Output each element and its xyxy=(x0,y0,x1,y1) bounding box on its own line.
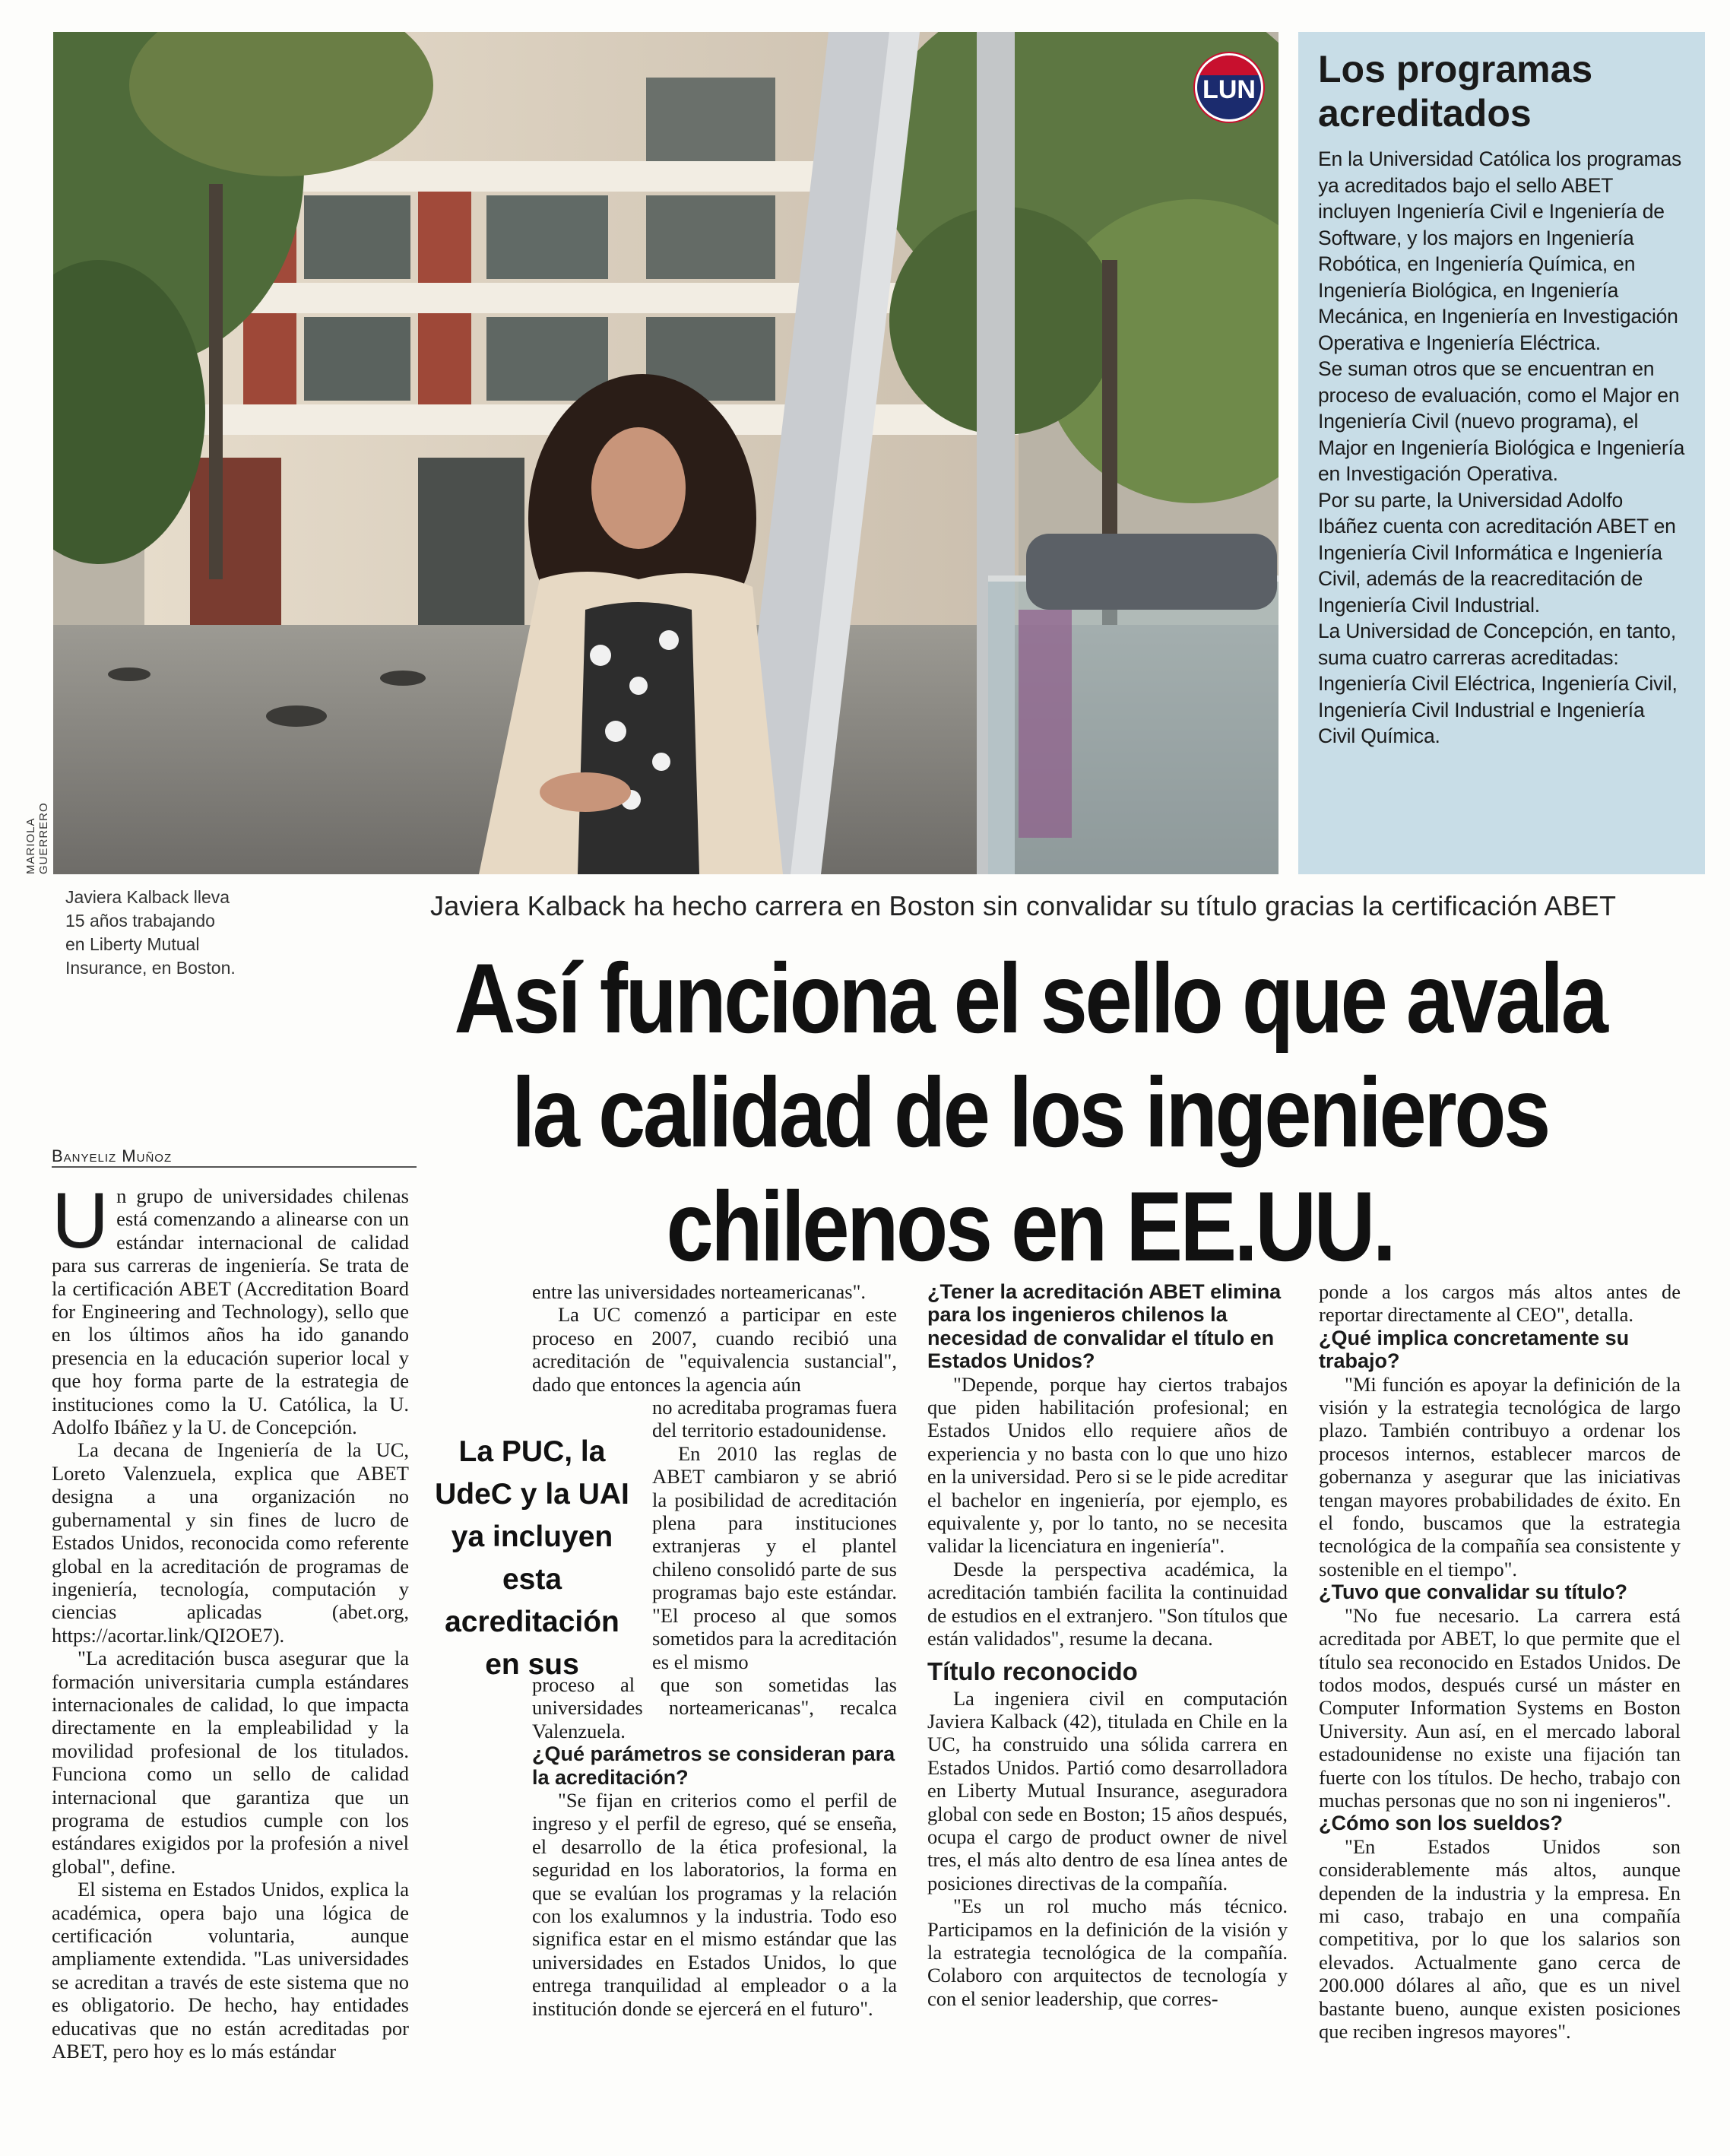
caption-line: Javiera Kalback lleva xyxy=(65,887,230,907)
column-1 xyxy=(52,1177,409,2063)
kicker: Javiera Kalback ha hecho carrera en Boston sin convalidar su título gracias la certificación ABET xyxy=(430,890,1617,921)
paragraph: "Depende, porque hay ciertos trabajos que piden habilitación profesional; en Estados Unidos ello requiere años de experiencia y no basta con lo que uno hizo en la universidad. Pero si se le pide acreditar el bachelor en ingeniería, por ejemplo, es equivalente y, por lo tanto, no se necesita validar la licenciatura en ingeniería". xyxy=(927,1372,1288,1558)
paragraph: Desde la perspectiva académica, la acreditación también facilita la continuidad de estudios en el extranjero. "Son títulos que están validados", resume la decana. xyxy=(927,1557,1288,1650)
sidebar-paragraph: Se suman otros que se encuentran en proceso de evaluación, como el Major en Ingeniería Civil (nuevo programa), el Major en Ingeniería Biológica e Ingeniería en Investigación Operativa. xyxy=(1318,357,1685,485)
paragraph: En 2010 las reglas de ABET cambiaron y se abrió la posibilidad de acreditación plena para instituciones extranjeras y el plantel chileno consolidó parte de sus programas bajo este estándar. "El proceso al que somos sometidos para la acreditación es el mismo xyxy=(652,1441,897,1673)
question-heading: ¿Qué parámetros se consideran para la acreditación? xyxy=(532,1742,895,1789)
sidebar-title: Los programas acreditados xyxy=(1318,48,1593,135)
column-4 xyxy=(1319,1280,1681,2043)
column-2 xyxy=(532,1280,897,2020)
byline-rule xyxy=(52,1166,417,1168)
lun-logo-text: LUN xyxy=(1202,75,1256,104)
photo-credit: MARIOLA GUERRERO xyxy=(24,802,50,874)
paragraph: La UC comenzó a participar en este proceso en 2007, cuando recibió una acreditación de "equivalencia sustancial", dado que entonces la agencia aún xyxy=(532,1303,897,1396)
sidebar-paragraph: La Universidad de Concepción, en tanto, suma cuatro carreras acreditadas: Ingeniería Civil Eléctrica, Ingeniería Civil, Ingeniería Civil Industrial e Ingeniería Civil Química. xyxy=(1318,620,1678,747)
paragraph: La decana de Ingeniería de la UC, Loreto Valenzuela, explica que ABET designa a una organización no gubernamental y sin fines de lucro de Estados Unidos, reconocida como referente global en la acreditación de programas de ingeniería, tecnología, computación y ciencias aplicadas (abet.org, https://acortar.link/QI2OE7). xyxy=(52,1438,409,1647)
paragraph: proceso al que son sometidas las universidades norteamericanas", recalca Valenzuela. xyxy=(532,1672,897,1742)
lun-logo xyxy=(1195,53,1263,122)
caption-line: 15 años trabajando xyxy=(65,911,215,931)
caption-line: en Liberty Mutual xyxy=(65,934,200,954)
subheading: Título reconocido xyxy=(927,1657,1138,1685)
sidebar-box xyxy=(1298,32,1705,874)
drop-cap: U xyxy=(52,1177,109,1265)
question-heading: ¿Qué implica concretamente su trabajo? xyxy=(1319,1326,1630,1373)
paragraph: "En Estados Unidos son considerablemente más altos, aunque dependen de la industria y la empresa. En mi caso, trabajo en una compañía competitiva, por lo que los salarios son elevados. Actualmente gano cerca de 200.000 dólares al año, que es un nivel bastante bueno, aunque existen posiciones que reciben ingresos mayores". xyxy=(1319,1834,1681,2043)
headline xyxy=(426,941,1635,1283)
paragraph: ponde a los cargos más altos antes de reportar directamente al CEO", detalla. xyxy=(1319,1280,1681,1327)
photo-illustration xyxy=(53,32,1278,874)
paragraph: El sistema en Estados Unidos, explica la académica, opera bajo una lógica de certificación voluntaria, aunque ampliamente extendida. "Las universidades se acreditan a través de este sistema que no es obligatorio. De hecho, hay entidades educativas que no están acreditadas por ABET, pero hoy es lo más estándar xyxy=(52,1878,409,2063)
paragraph: "Es un rol mucho más técnico. Participamos en la definición de la visión y la estrategia tecnológica de la compañía. Colaboro con arquitectos de tecnología y con el senior leadership, que corres- xyxy=(927,1894,1288,2010)
column-3 xyxy=(927,1280,1288,2010)
paragraph: no acreditaba programas fuera del territorio estadounidense. xyxy=(652,1396,897,1442)
paragraph: La ingeniera civil en computación Javiera Kalback (42), titulada en Chile en la UC, ha construido una sólida carrera en Estados Unidos. Partió como desarrolladora en Liberty Mutual Insurance, aseguradora global con sede en Boston; 15 años después, ocupa el cargo de product owner de nivel tres, el más alto dentro de esa línea antes de posiciones directivas de la compañía. xyxy=(927,1686,1288,1894)
pullquote-wrap xyxy=(652,1396,897,1673)
sidebar-paragraph: En la Universidad Católica los programas ya acreditados bajo el sello ABET incluyen Ingeniería Civil e Ingeniería de Software, y los majors en Ingeniería Robótica, en Ingeniería Química, en Ingeniería Biológica, en Ingeniería Mecánica, en Ingeniería en Investigación Operativa e Ingeniería Eléctrica. xyxy=(1318,147,1682,354)
headline-line: chilenos en EE.UU. xyxy=(666,1171,1394,1282)
headline-line: la calidad de los ingenieros xyxy=(512,1057,1548,1168)
photo-caption xyxy=(65,886,293,980)
question-heading: ¿Cómo son los sueldos? xyxy=(1319,1812,1564,1835)
paragraph-text: n grupo de universidades chilenas está comenzando a alinearse con un estándar internacional de calidad para sus carreras de ingeniería. Se trata de la certificación ABET (Accreditation Board for Engineering and Technology), sello que en los últimos años ha ido ganando presencia en la educación superior local y que hoy forma parte de la estrategia de instituciones como la U. Católica, la U. Adolfo Ibáñez y la U. de Concepción. xyxy=(52,1184,409,1439)
paragraph: "La acreditación busca asegurar que la formación universitaria cumpla estándares internacionales de calidad, lo que impacta directamente en la empleabilidad y la movilidad profesional de los titulados. Funciona como un sello de calidad internacional que garantiza que un programa de estudios cumple con los estándares exigidos por la profesión a nivel global", define. xyxy=(52,1647,409,1878)
question-heading: ¿Tener la acreditación ABET elimina para los ingenieros chilenos la necesidad de convalidar el título en Estados Unidos? xyxy=(927,1280,1282,1373)
paragraph xyxy=(52,1177,409,1439)
caption-line: Insurance, en Boston. xyxy=(65,958,236,978)
byline: Banyeliz Muñoz xyxy=(52,1146,173,1165)
pull-quote: La PUC, la UdeC y la UAI ya incluyen esta acreditación en sus xyxy=(435,1435,629,1681)
headline-line: Así funciona el sello que avala xyxy=(454,943,1606,1054)
paragraph: "Se fijan en criterios como el perfil de ingreso y el perfil de egreso, qué se enseña, el desarrollo de la ética profesional, la seguridad en los laboratorios, la forma en que se evalúan los programas y la relación con los exalumnos y la industria. Todo eso significa estar en el mismo estándar que las universidades en Estados Unidos, lo que entrega tranquilidad al empleador o a la institución donde se ejercerá en el futuro". xyxy=(532,1788,897,2020)
paragraph: "No fue necesario. La carrera está acreditada por ABET, lo que permite que el título sea reconocido en Estados Unidos. De todos modos, después cursé un máster en Computer Information Systems en Boston University. Aun así, en el mercado laboral estadounidense no existe una fijación tan fuerte con los títulos. De hecho, trabajo con muchas personas que no son ni ingenieros". xyxy=(1319,1603,1681,1812)
question-heading: ¿Tuvo que convalidar su título? xyxy=(1319,1581,1628,1604)
article-photo xyxy=(53,32,1278,874)
paragraph: "Mi función es apoyar la definición de la visión y la estrategia tecnológica de largo plazo. También contribuyo a ordenar los procesos internos, establecer marcos de gobernanza y asegurar que las iniciativas tengan mayores probabilidades de éxito. En el fondo, buscamos que la estrategia tecnológica de la compañía sea consistente y sostenible en el tiempo". xyxy=(1319,1372,1681,1581)
sidebar-paragraph: Por su parte, la Universidad Adolfo Ibáñez cuenta con acreditación ABET en Ingeniería Civil Informática e Ingeniería Civil, además de la reacreditación de Ingeniería Civil Industrial. xyxy=(1318,488,1676,617)
paragraph: entre las universidades norteamericanas". xyxy=(532,1280,867,1303)
